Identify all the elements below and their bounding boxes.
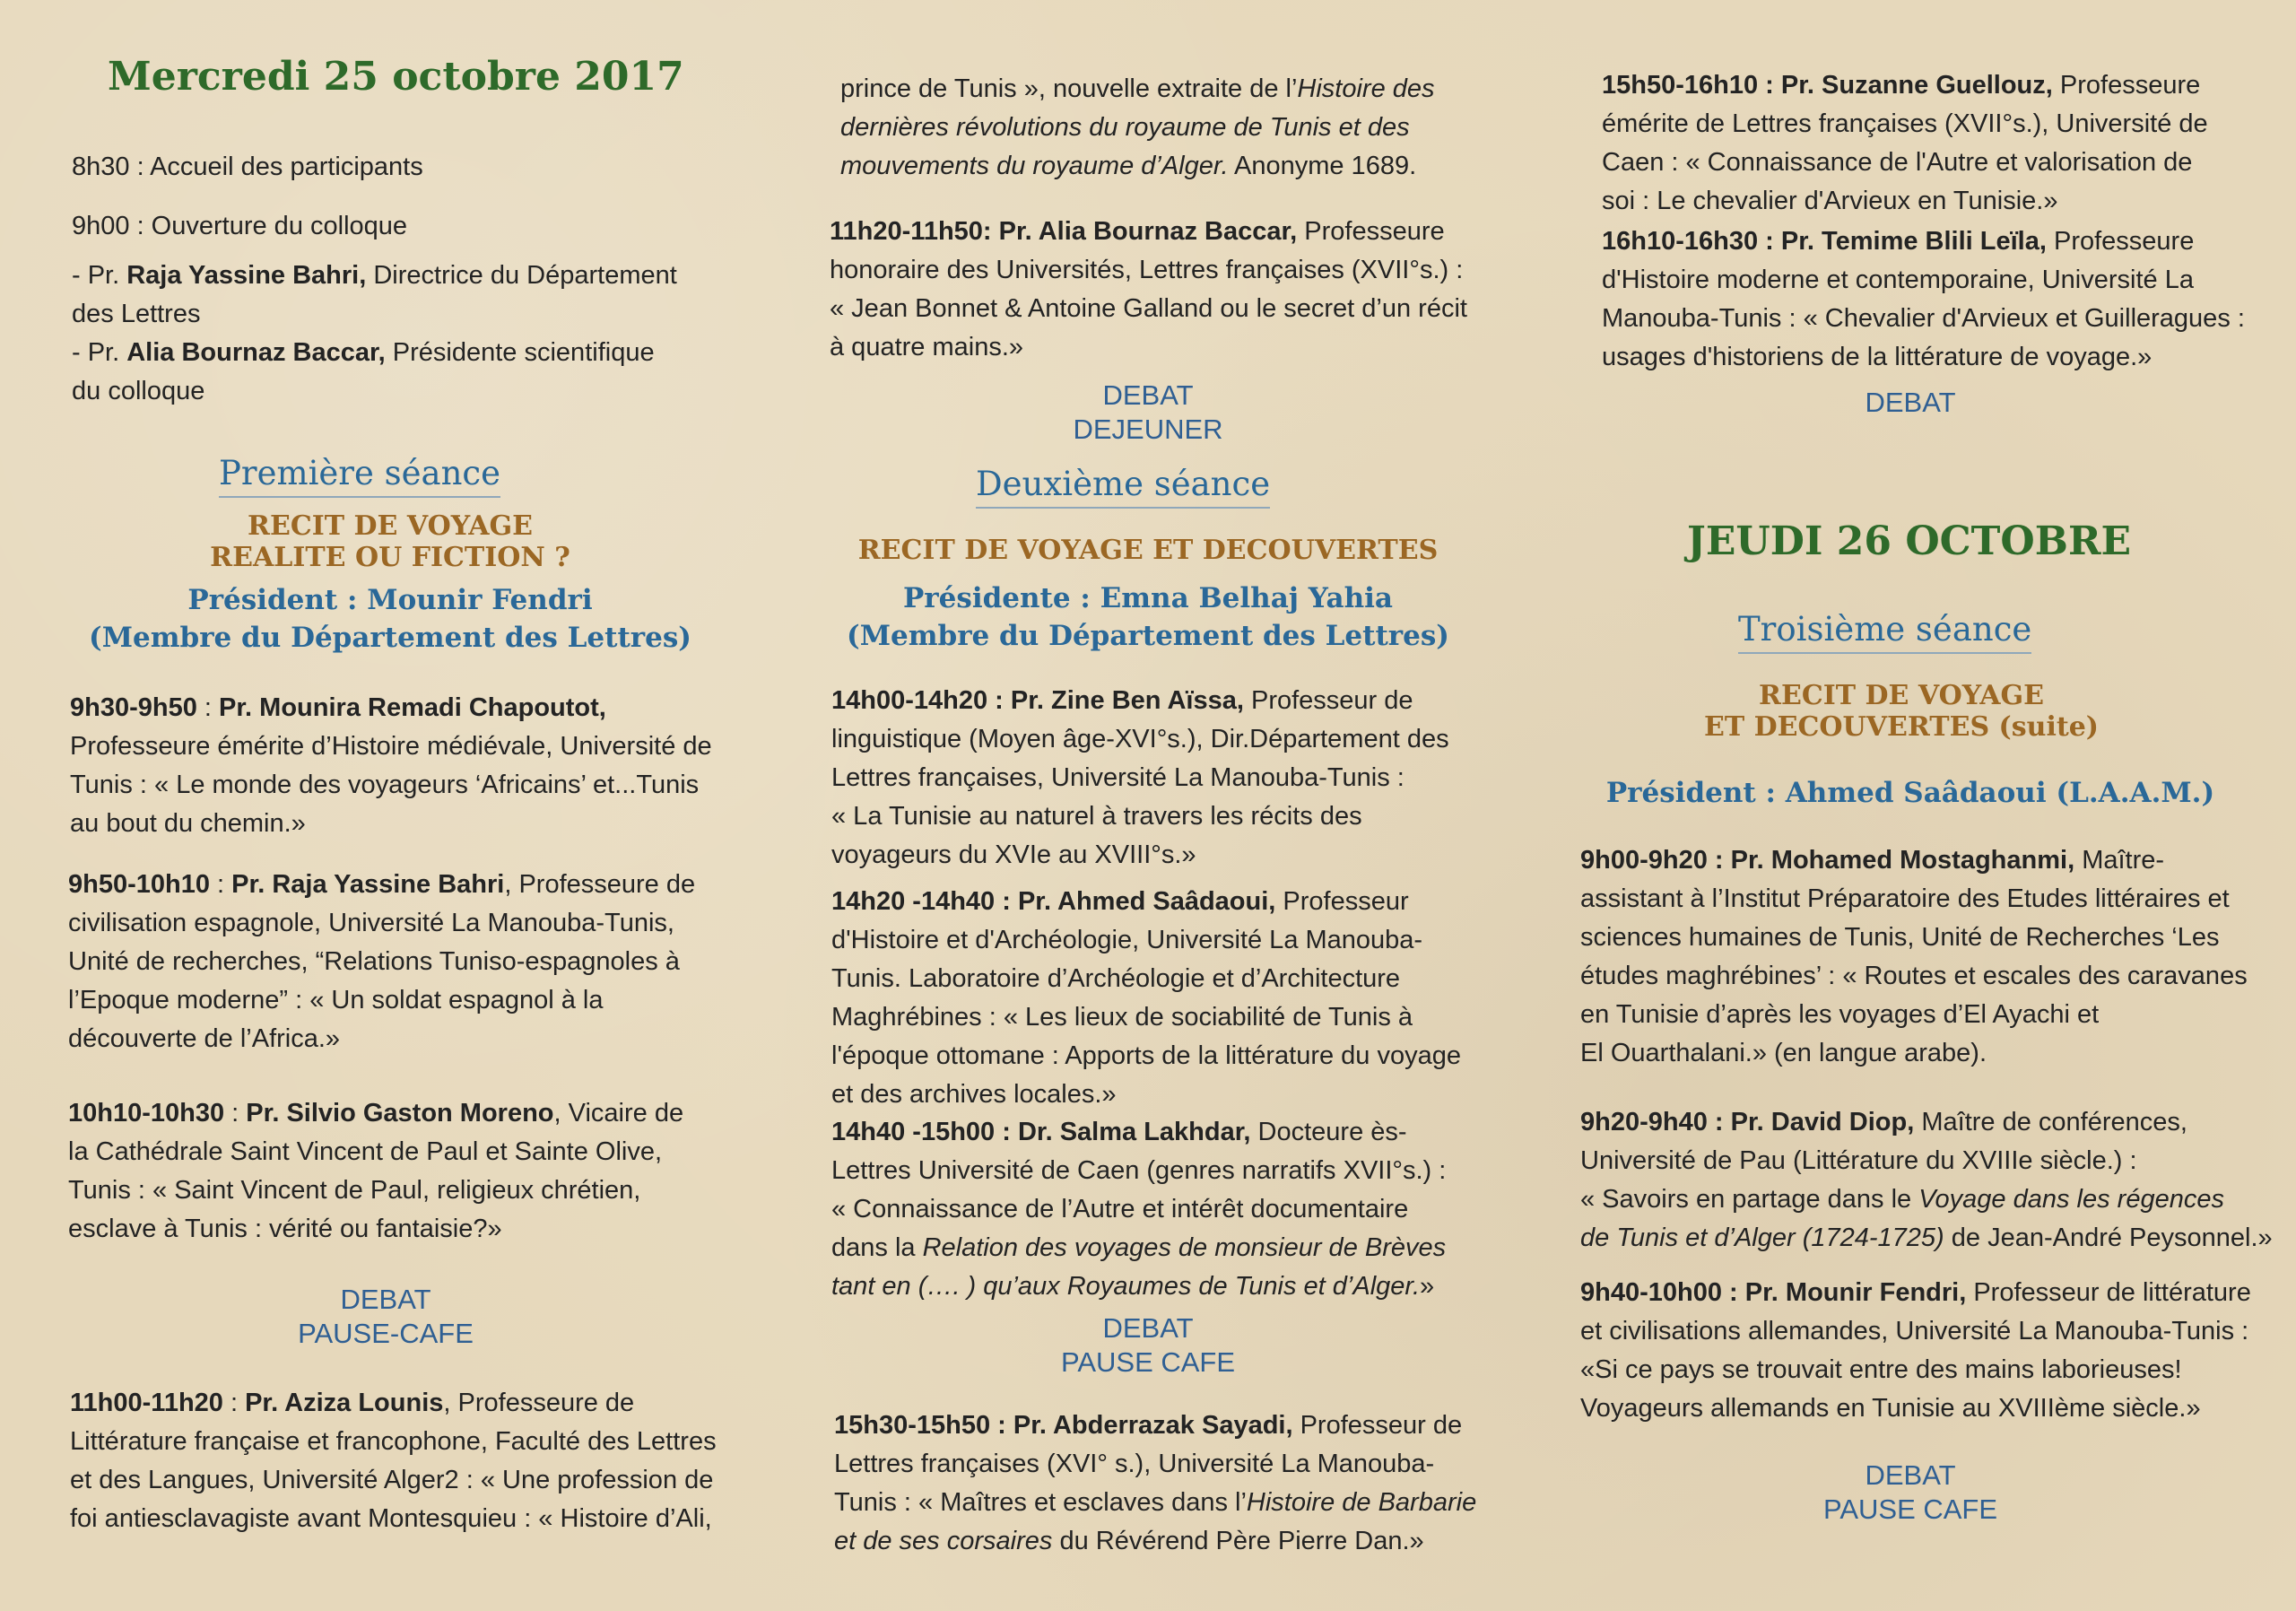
debat-label: DEBAT: [340, 1284, 431, 1315]
break-block-4: [1704, 386, 2117, 420]
session-title-3: Troisième séance: [1738, 610, 2031, 654]
pause-label: PAUSE-CAFE: [298, 1318, 474, 1349]
talk-item: 15h50-16h10 : Pr. Suzanne Guellouz, Professeure émérite de Lettres françaises (XVII°s.), Université de Caen : « Connaissance de l'Autre et valorisation de soi : Le chevalier d'Arvieux en Tunisie.»: [1602, 71, 2208, 215]
break-block-2: [942, 379, 1354, 447]
pause-label: PAUSE CAFE: [1822, 1493, 1998, 1525]
session-president-2: Présidente : Emna Belhaj Yahia (Membre du Département des Lettres): [847, 582, 1449, 652]
talk-item: 9h30-9h50 : Pr. Mounira Remadi Chapoutot, Professeure émérite d’Histoire médiévale, Université de Tunis : « Le monde des voyageurs ‘Africains’ et...Tunis au bout du chemin.»: [70, 693, 712, 838]
talk-item: 11h20-11h50: Pr. Alia Bournaz Baccar, Professeure honoraire des Universités, Lettres françaises (XVII°s.) : « Jean Bonnet & Antoine Galland ou le secret d’un récit à quatre mains.»: [830, 217, 1467, 361]
column-wednesday-continued: [762, 0, 1525, 1611]
opening-speakers: - Pr. Raja Yassine Bahri, Directrice du Département des Lettres - Pr. Alia Bournaz Baccar, Présidente scientifique du colloque: [72, 261, 677, 405]
talk-item: 9h20-9h40 : Pr. David Diop, Maître de conférences, Université de Pau (Littérature du XVIIIe siècle.) : « Savoirs en partage dans le Voyage dans les régences de Tunis et d’Alger (1724-1725) de Jean-André Peysonnel.»: [1580, 1108, 2273, 1252]
talk-item: 9h40-10h00 : Pr. Mounir Fendri, Professeur de littérature et civilisations allemandes, Université La Manouba-Tunis : «Si ce pays se trouvait entre des mains laborieuses! Voyageurs allemands en Tunisie au XVIIIème siècle.»: [1580, 1278, 2251, 1423]
session-title-2: Deuxième séance: [976, 465, 1270, 509]
talk-item: 9h50-10h10 : Pr. Raja Yassine Bahri, Professeure de civilisation espagnole, Université La Manouba-Tunis, Unité de recherches, “Relations Tuniso-espagnoles à l’Epoque moderne” : « Un soldat espagnol à la découverte de l’Africa.»: [68, 870, 696, 1053]
break-block-1: [179, 1283, 592, 1351]
break-block-5: [1704, 1459, 2117, 1527]
session-president-3: Président : Ahmed Saâdaoui (L.A.A.M.): [1605, 777, 2215, 809]
talk-item: 14h20 -14h40 : Pr. Ahmed Saâdaoui, Professeur d'Histoire et d'Archéologie, Université La Manouba- Tunis. Laboratoire d’Archéologie et d’Architecture Maghrébines : « Les lieux de sociabilité de Tunis à l'époque ottomane : Apports de la littérature du voyage et des archives locales.»: [831, 887, 1462, 1109]
dejeuner-label: DEJEUNER: [1073, 414, 1223, 445]
talk-item: 10h10-10h30 : Pr. Silvio Gaston Moreno, Vicaire de la Cathédrale Saint Vincent de Paul et Sainte Olive, Tunis : « Saint Vincent de Paul, religieux chrétien, esclave à Tunis : vérité ou fantaisie?»: [68, 1099, 684, 1243]
talk-item: 14h00-14h20 : Pr. Zine Ben Aïssa, Professeur de linguistique (Moyen âge-XVI°s.), Dir.Département des Lettres françaises, Université La Manouba-Tunis : « La Tunisie au naturel à travers les récits des voyageurs du XVIe au XVIII°s.»: [831, 686, 1449, 869]
talk-item: 11h00-11h20 : Pr. Aziza Lounis, Professeure de Littérature française et francophone, Faculté des Lettres et des Langues, Université Alger2 : « Une profession de foi antiesclavagiste avant Montesquieu : « Histoire d’Ali,: [70, 1389, 717, 1533]
session-theme-2: RECIT DE VOYAGE ET DECOUVERTES: [857, 535, 1439, 566]
debat-label: DEBAT: [1865, 387, 1956, 418]
day-title-thursday: JEUDI 26 OCTOBRE: [1687, 518, 2132, 564]
schedule-accueil: 8h30 : Accueil des participants: [72, 152, 423, 181]
schedule-ouverture: 9h00 : Ouverture du colloque: [72, 212, 408, 240]
debat-label: DEBAT: [1865, 1459, 1956, 1491]
talk-item: 9h00-9h20 : Pr. Mohamed Mostaghanmi, Maître- assistant à l’Institut Préparatoire des Etudes littéraires et sciences humaines de Tunis, Unité de Recherches ‘Les études maghrébines’ : « Routes et escales des caravanes en Tunisie d’après les voyages d’El Ayachi et El Ouarthalani.» (en langue arabe).: [1580, 846, 2248, 1067]
debat-label: DEBAT: [1102, 1312, 1194, 1344]
pause-label: PAUSE CAFE: [1060, 1346, 1236, 1378]
talk-item: 16h10-16h30 : Pr. Temime Blili Leïla, Professeure d'Histoire moderne et contemporaine, Université La Manouba-Tunis : « Chevalier d'Arvieux et Guilleragues : usages d'historiens de la littérature de voyage.»: [1602, 227, 2245, 371]
column-wednesday: [0, 0, 762, 1611]
session-president-1: Président : Mounir Fendri (Membre du Département des Lettres): [89, 584, 691, 654]
talk-item: 15h30-15h50 : Pr. Abderrazak Sayadi, Professeur de Lettres françaises (XVI° s.), Université La Manouba- Tunis : « Maîtres et esclaves dans l’Histoire de Barbarie et de ses corsaires du Révérend Père Pierre Dan.»: [834, 1411, 1477, 1555]
talk-item: 14h40 -15h00 : Dr. Salma Lakhdar, Docteure ès- Lettres Université de Caen (genres narratifs XVII°s.) : « Connaissance de l’Autre et intérêt documentaire dans la Relation des voyages de monsieur de Brèves tant en (…. ) qu’aux Royaumes de Tunis et d’Alger.»: [831, 1118, 1447, 1301]
break-block-3: [942, 1311, 1354, 1380]
session-theme-3: RECIT DE VOYAGE ET DECOUVERTES (suite): [1704, 680, 2099, 743]
column-thursday: [1525, 0, 2296, 1611]
session-title-1: Première séance: [219, 454, 500, 498]
debat-label: DEBAT: [1102, 379, 1194, 411]
day-title-wednesday: Mercredi 25 octobre 2017: [108, 54, 684, 100]
session-theme-1: RECIT DE VOYAGE REALITE OU FICTION ?: [210, 510, 570, 573]
talk-continuation: prince de Tunis », nouvelle extraite de l’Histoire des dernières révolutions du royaume de Tunis et des mouvements du royaume d’Alger. Anonyme 1689.: [840, 74, 1435, 180]
